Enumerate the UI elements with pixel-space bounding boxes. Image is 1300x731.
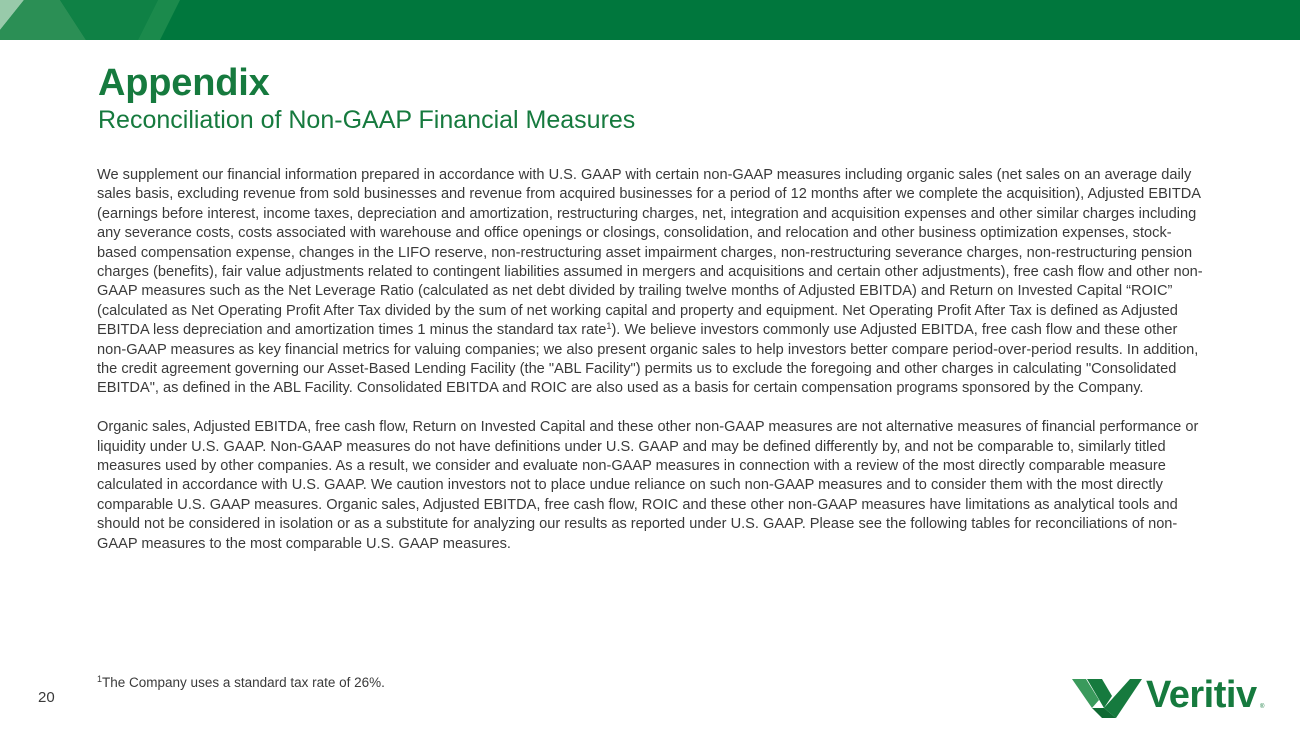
- title-block: [98, 60, 635, 135]
- footnote: [97, 674, 385, 692]
- top-banner: [0, 0, 1300, 40]
- paragraph-1-part-a: We supplement our financial information prepared in accordance with U.S. GAAP with certain non-GAAP measures including organic sales (net sales on an average daily sales basis, excluding revenue from sold businesses and revenue from acquired businesses for a period of 12 months after we complete the acquisition), Adjusted EBITDA (earnings before interest, income taxes, depreciation and amortization, restructuring charges, net, integration and acquisition expenses and other similar charges including any severance costs, costs associated with warehouse and office openings or closings, consolidation, and relocation and other business optimization expenses, stock-based compensation expense, changes in the LIFO reserve, non-restructuring asset impairment charges, non-restructuring severance charges, non-restructuring pension charges (benefits), fair value adjustments related to contingent liabilities assumed in mergers and acquisitions and certain other adjustments), free cash flow and other non-GAAP measures such as the Net Leverage Ratio (calculated as net debt divided by trailing twelve months of Adjusted EBITDA) and Return on Invested Capital “ROIC” (calculated as Net Operating Profit After Tax divided by the sum of net working capital and property and equipment. Net Operating Profit After Tax is defined as Adjusted EBITDA less depreciation and amortization times 1 minus the standard tax rate: [97, 167, 1203, 339]
- paragraph-2: Organic sales, Adjusted EBITDA, free cash flow, Return on Invested Capital and these other non-GAAP measures are not alternative measures of financial performance or liquidity under U.S. GAAP. Non-GAAP measures do not have definitions under U.S. GAAP and may be defined differently by, and not be comparable to, similarly titled measures used by other companies. As a result, we consider and evaluate non-GAAP measures in connection with a review of the most directly comparable measure calculated in accordance with U.S. GAAP. We caution investors not to place undue reliance on such non-GAAP measures and to consider them with the most directly comparable U.S. GAAP measures. Organic sales, Adjusted EBITDA, free cash flow, ROIC and these other non-GAAP measures have limitations as analytical tools and should not be considered in isolation or as a substitute for analyzing our results as reported under U.S. GAAP. Please see the following tables for reconciliations of non-GAAP measures to the most comparable U.S. GAAP measures.: [97, 419, 1199, 552]
- paragraph-1: [97, 166, 1207, 399]
- logo-wordmark: Veritiv: [1146, 674, 1257, 716]
- veritiv-logo: [1072, 674, 1267, 720]
- footnote-marker: 1: [97, 674, 103, 684]
- footnote-text: The Company uses a standard tax rate of 26%.: [102, 675, 385, 690]
- veritiv-v-mark-icon: [1072, 674, 1142, 720]
- page-subtitle: Reconciliation of Non-GAAP Financial Measures: [98, 106, 636, 134]
- page-number: 20: [38, 689, 55, 706]
- paragraph-1-part-b: ). We believe investors commonly use Adjusted EBITDA, free cash flow and these other non-GAAP measures as key financial metrics for valuing companies; we also present organic sales to help investors better compare period-over-period results. In addition, the credit agreement governing our Asset-Based Lending Facility (the "ABL Facility") permits us to exclude the foregoing and other charges in calculating "Consolidated EBITDA", as defined in the ABL Facility. Consolidated EBITDA and ROIC are also used as a basis for certain compensation programs sponsored by the Company.: [97, 322, 1199, 397]
- banner-graphic: [0, 0, 1300, 40]
- body-text: [97, 166, 1207, 554]
- footnote-reference: 1: [606, 321, 612, 332]
- logo-trademark: ®: [1260, 704, 1265, 710]
- page-title: Appendix: [98, 62, 270, 104]
